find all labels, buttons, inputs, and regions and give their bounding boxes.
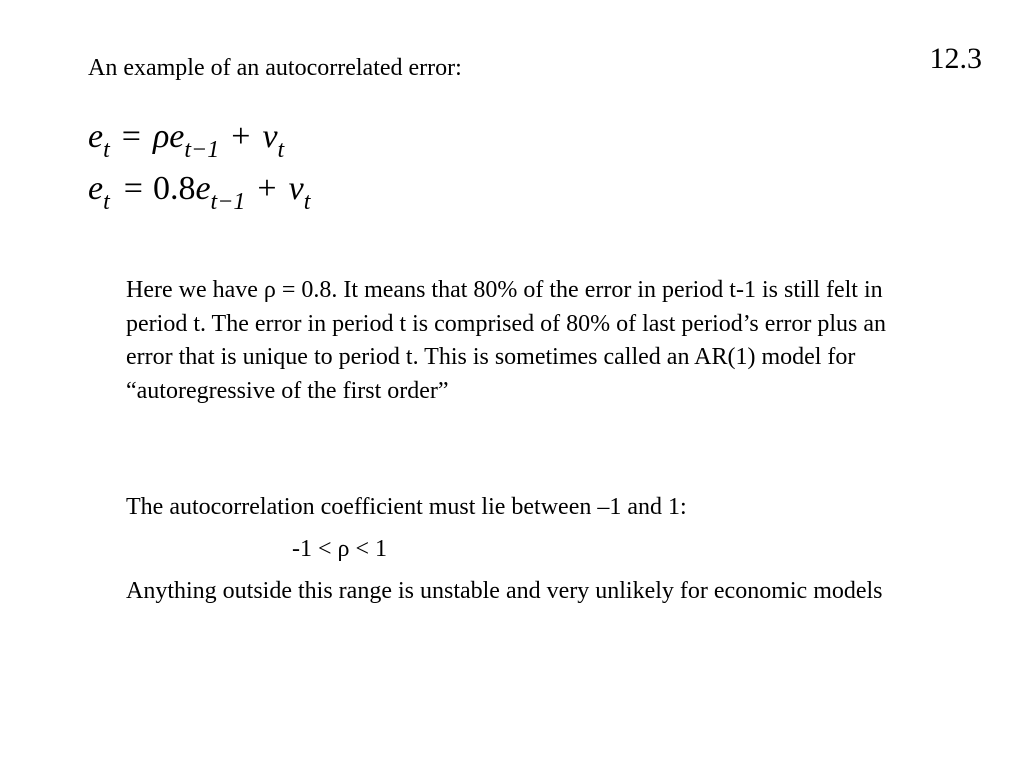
slide-number: 12.3 [929,42,982,75]
eq1-lhs-sub: t [103,137,110,163]
eq2-err-sub: t [303,189,311,215]
eq1-term-sub: t−1 [184,137,220,163]
equation-general [88,118,285,163]
eq2-term-sub: t−1 [210,189,246,215]
eq2-equals: = [123,170,143,207]
eq1-term-var: e [169,118,185,155]
eq1-err-sub: t [277,137,285,163]
eq2-lhs-var: e [88,170,104,207]
eq2-coef: 0.8 [152,170,196,207]
eq2-plus: + [257,170,277,207]
eq1-lhs-var: e [88,118,104,155]
stability-paragraph: Anything outside this range is unstable and very unlikely for economic models [126,578,883,604]
eq2-term-var: e [195,170,211,207]
equation-specific [88,170,311,215]
slide-title: An example of an autocorrelated error: [88,55,462,81]
explanation-paragraph: Here we have ρ = 0.8. It means that 80% of the error in period t-1 is still felt in period t. The error in period t is comprised of 80% of last period’s error plus an error that is unique to period t. This is sometimes called an AR(1) model for “autoregressive of the first order” [126,277,887,404]
eq1-coef: ρ [152,118,170,155]
rho-inequality: -1 < ρ < 1 [292,536,388,562]
eq1-equals: = [121,118,141,155]
eq2-lhs-sub: t [103,189,110,215]
eq2-err-var: v [288,170,304,207]
coefficient-range-paragraph: The autocorrelation coefficient must lie between –1 and 1: [126,494,687,520]
eq1-plus: + [231,118,251,155]
eq1-err-var: v [262,118,278,155]
